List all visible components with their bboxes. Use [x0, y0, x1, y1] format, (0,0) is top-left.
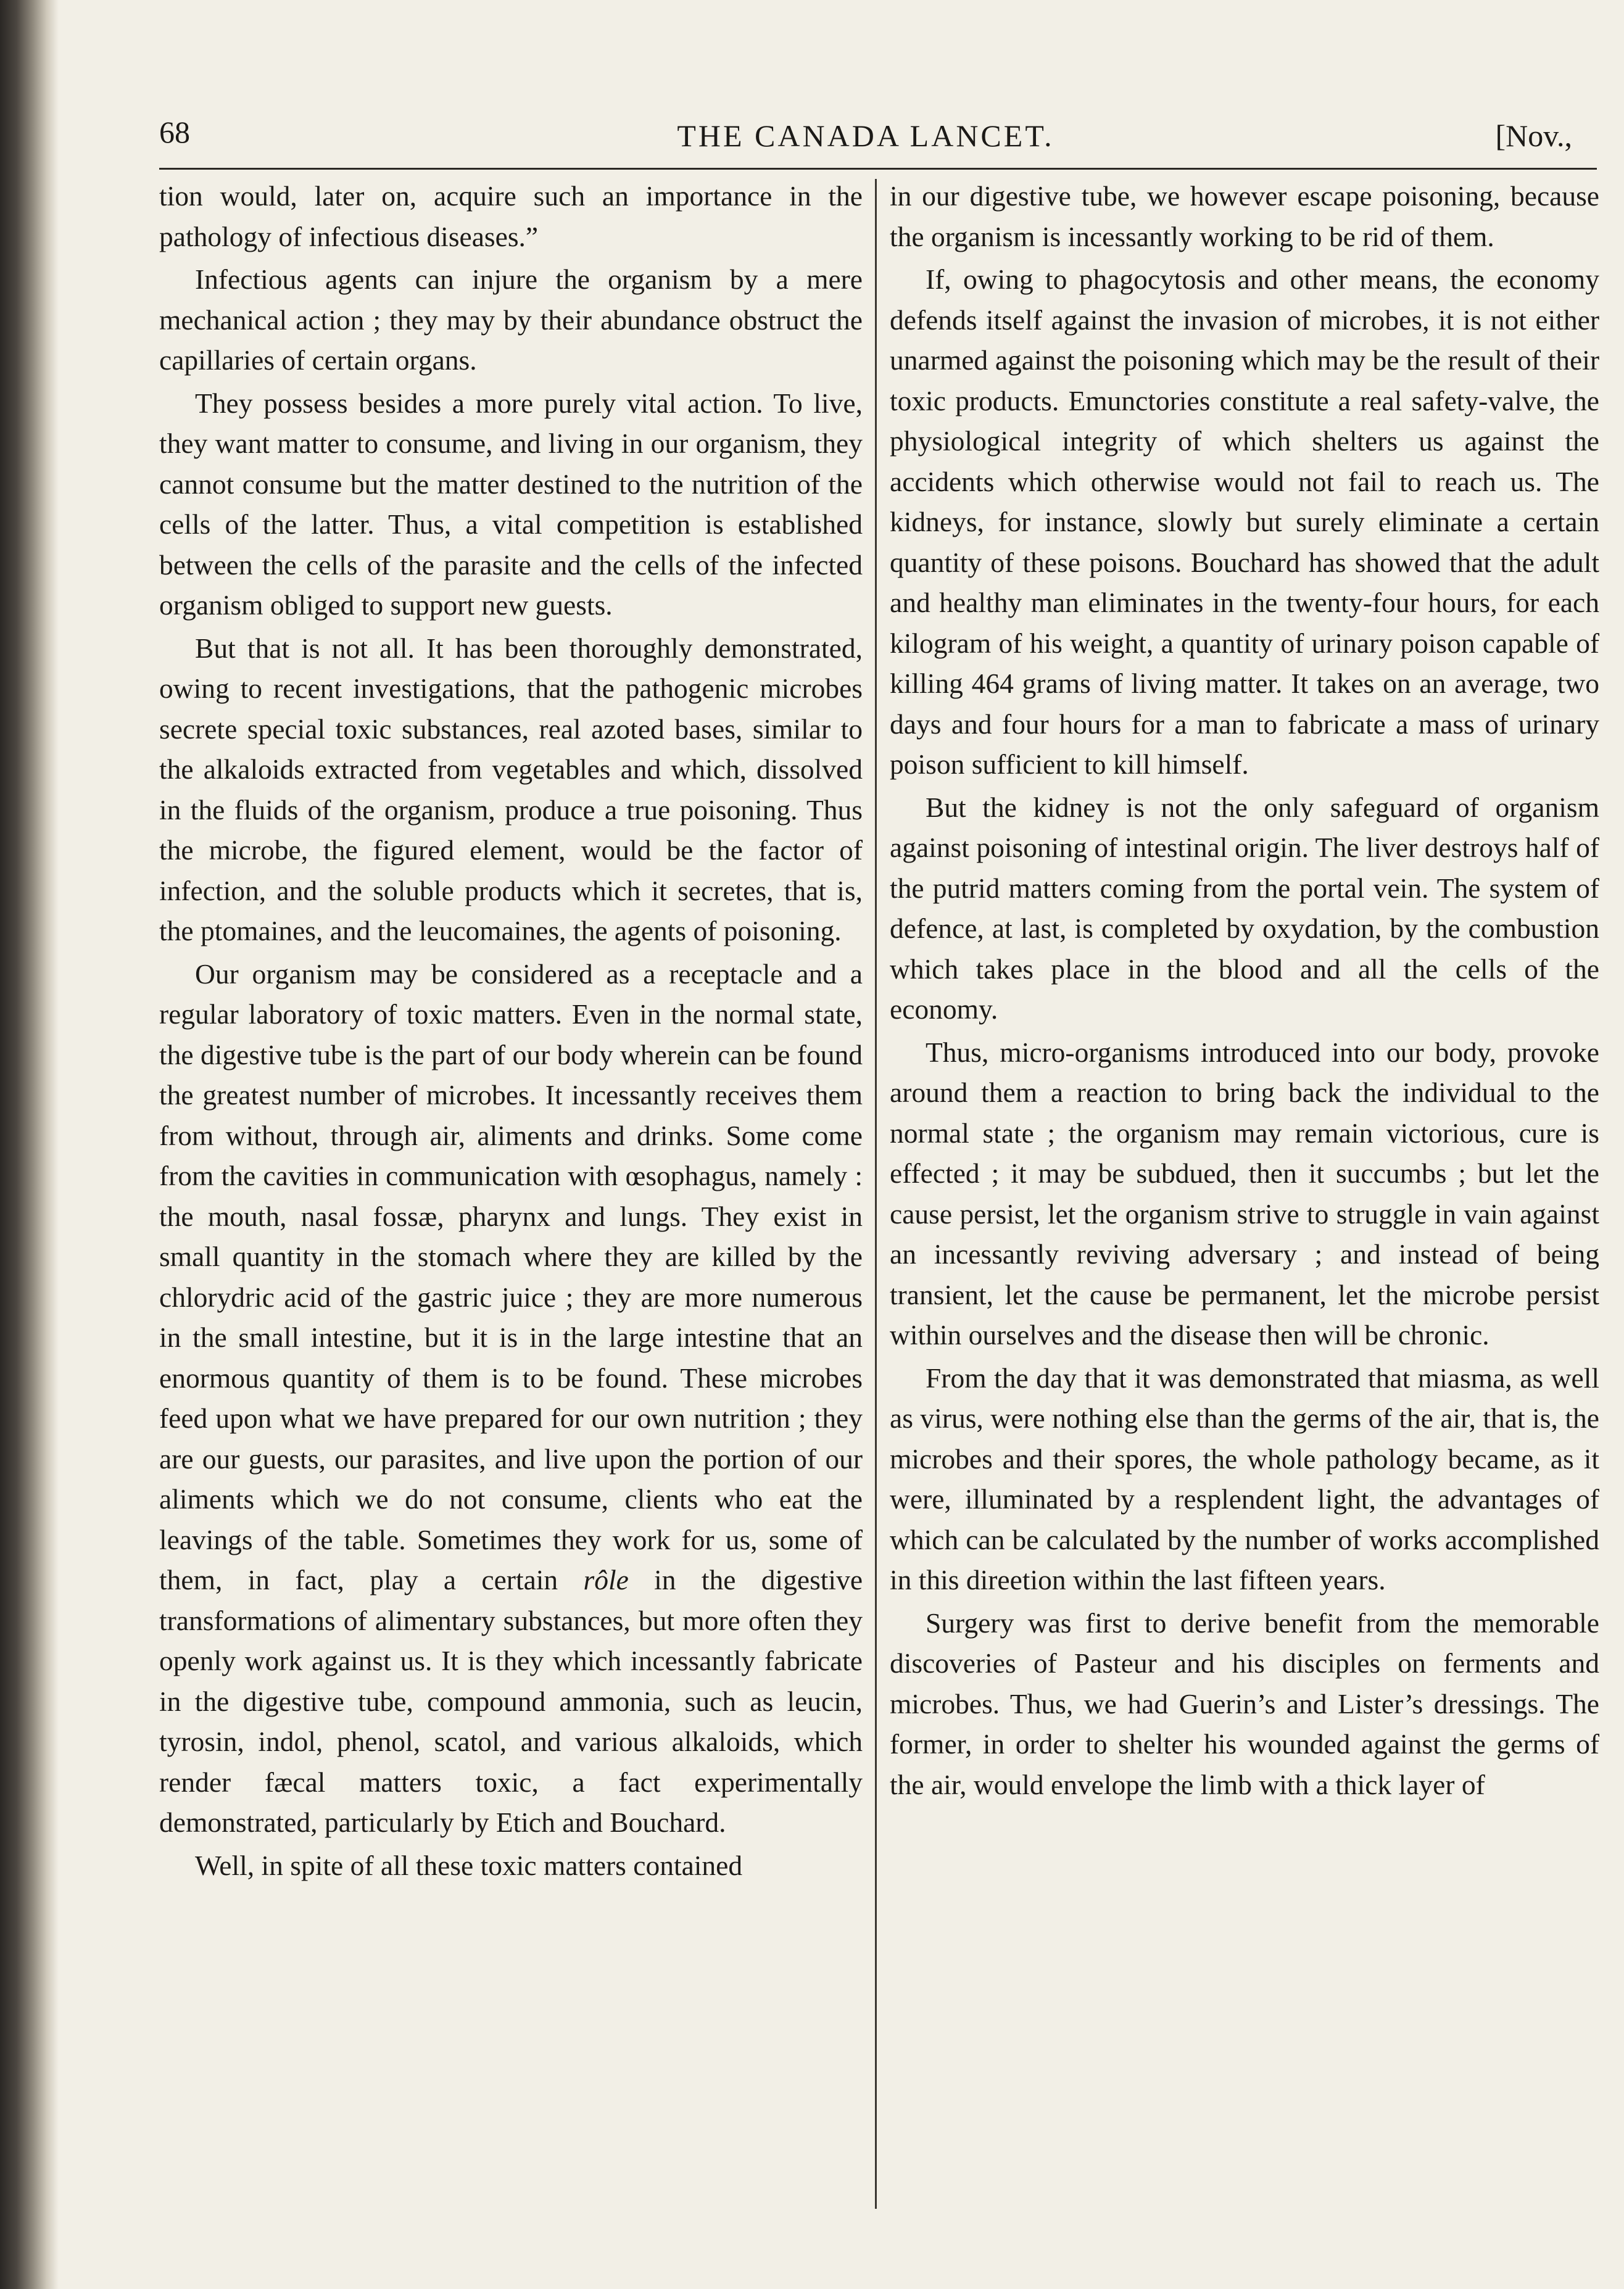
paragraph-text: Our organism may be considered as a receptacle and a regular laboratory of toxic matters. Even in the normal state, the digestive tube is the part of our body wherein can be found the greatest number of microbes. It incessantly receives them from without, through air, aliments and drinks. Some come from the cavities in communication with œsophagus, namely : the mouth, nasal fossæ, pharynx and lungs. They exist in small quantity in the stomach where they are killed by the chlorydric acid of the gastric juice ; they are more numerous in the small intestine, but it is in the large intestine that an enormous quantity of them is to be found. These microbes feed upon what we have prepared for our own nutrition ; they are our guests, our parasites, and live upon the portion of our aliments which we do not consume, clients who eat the leavings of the table. Sometimes they work for us, some of them, in fact, play a certain [159, 958, 863, 1596]
journal-title: THE CANADA LANCET. [677, 118, 1054, 153]
paragraph: tion would, later on, acquire such an importance in the pathology of infectious diseases.” [159, 180, 863, 252]
paragraph-text: in the digestive transformations of alimentary substances, but more often they openly work against us. It is they which incessantly fabricate in the digestive tube, compound ammonia, such as leucin, tyrosin, indol, phenol, scatol, and various alkaloids, which render fæcal matters toxic, a fact experimentally demonstrated, particularly by Etich and Bouchard. [159, 1564, 863, 1838]
paragraph: If, owing to phagocytosis and other means, the economy defends itself against the invasion of microbes, it is not either unarmed against the poisoning which may be the result of their toxic products. Emunctories constitute a real safety-valve, the physiological integrity of which shelters us against the accidents which otherwise would not fail to reach us. The kidneys, for instance, slowly but surely eliminate a certain quantity of these poisons. Bouchard has showed that the adult and healthy man eliminates in the twenty-four hours, for each kilogram of his weight, a quantity of urinary poison capable of killing 464 grams of living matter. It takes on an average, two days and four hours for a man to fabricate a mass of urinary poison sufficient to kill himself. [890, 263, 1599, 780]
page-binding-shadow [0, 0, 59, 2289]
issue-month: [Nov., [1495, 118, 1572, 153]
column-divider [875, 179, 877, 2209]
paragraph: Well, in spite of all these toxic matters contained [195, 1849, 743, 1881]
paragraph: But the kidney is not the only safeguard of organism against poisoning of intestinal origin. The liver destroys half of the putrid matters coming from the portal vein. The system of defence, at last, is completed by oxydation, by the combustion which takes place in the blood and all the cells of the economy. [890, 791, 1599, 1025]
paragraph: Thus, micro-organisms introduced into our body, provoke around them a reaction to bring back the individual to the normal state ; the organism may remain victorious, cure is effected ; it may be subdued, then it succumbs ; but let the cause persist, let the organism strive to struggle in vain against an incessantly reviving adversary ; and instead of being transient, let the cause be permanent, let the microbe persist within ourselves and the disease then will be chronic. [890, 1036, 1599, 1351]
right-column [890, 176, 1599, 1805]
header-rule [159, 168, 1597, 170]
running-header [159, 114, 1572, 164]
paragraph: Infectious agents can injure the organism by a mere mechanical action ; they may by their abundance obstruct the capillaries of certain organs. [159, 263, 863, 376]
paragraph: Surgery was first to derive benefit from the memorable discoveries of Pasteur and his disciples on ferments and microbes. Thus, we had Guerin’s and Lister’s dressings. The former, in order to shelter his wounded against the germs of the air, would envelope the limb with a thick layer of [890, 1607, 1599, 1800]
paragraph: in our digestive tube, we however escape poisoning, because the organism is incessantly working to be rid of them. [890, 180, 1599, 252]
page-number: 68 [159, 115, 190, 149]
left-column [159, 176, 863, 1885]
paragraph [159, 954, 863, 1843]
paragraph: But that is not all. It has been thoroughly demonstrated, owing to recent investigations, that the pathogenic microbes secrete special toxic substances, real azoted bases, similar to the alkaloids extracted from vegetables and which, dissolved in the fluids of the organism, produce a true poisoning. Thus the microbe, the figured element, would be the factor of infection, and the soluble products which it secretes, that is, the ptomaines, and the leucomaines, the agents of poisoning. [159, 632, 863, 946]
italic-term: rôle [583, 1564, 629, 1596]
paragraph: They possess besides a more purely vital action. To live, they want matter to consume, and living in our organism, they cannot consume but the matter destined to the nutrition of the cells of the latter. Thus, a vital competition is established between the cells of the parasite and the cells of the infected organism obliged to support new guests. [159, 387, 863, 621]
paragraph: From the day that it was demonstrated that miasma, as well as virus, were nothing else than the germs of the air, that is, the microbes and their spores, the whole pathology became, as it were, illuminated by a resplendent light, the advantages of which can be calculated by the number of works accomplished in this direetion within the last fifteen years. [890, 1362, 1599, 1596]
